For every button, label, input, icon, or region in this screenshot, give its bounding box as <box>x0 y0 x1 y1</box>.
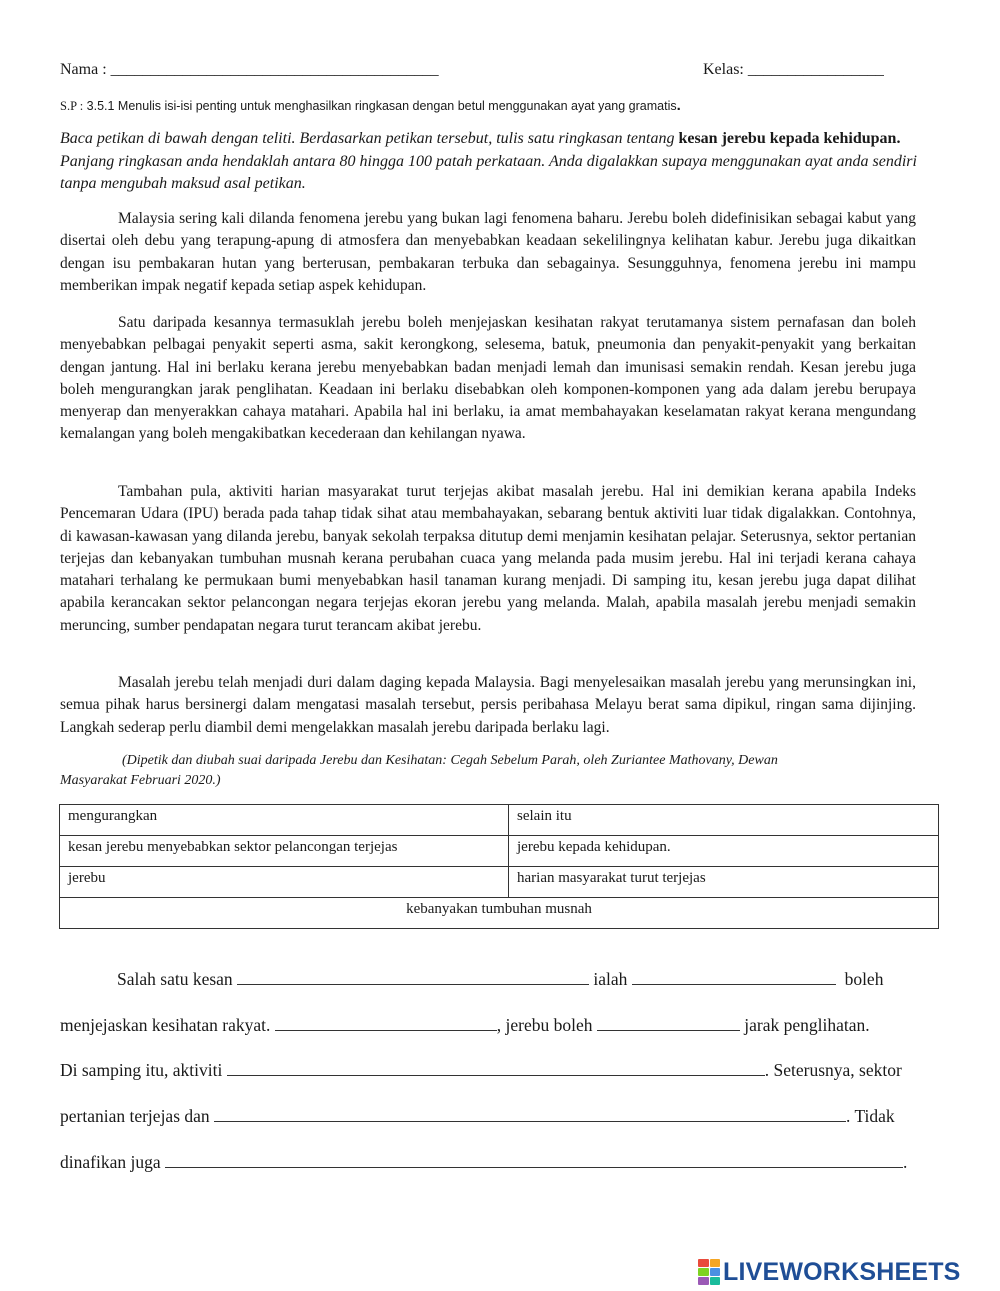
table-row <box>60 898 939 929</box>
summary-text: Di samping itu, aktiviti <box>60 1060 223 1080</box>
source-line-2: Masyarakat Februari 2020.) <box>60 773 221 788</box>
word-option[interactable]: harian masyarakat turut terjejas <box>509 867 939 898</box>
name-label: Nama : <box>60 61 107 78</box>
name-field[interactable]: _________________________________________ <box>110 61 439 78</box>
summary-text: ialah <box>593 969 628 989</box>
instruction-part1: Baca petikan di bawah dengan teliti. Berdasarkan petikan tersebut, tulis satu ringkasan tentang <box>60 130 679 147</box>
summary-line-2 <box>60 1012 870 1037</box>
summary-text: , jerebu boleh <box>496 1015 593 1035</box>
standard-end: . <box>676 97 681 114</box>
summary-text: . Seterusnya, sektor <box>764 1060 902 1080</box>
instruction <box>60 128 940 196</box>
name-row <box>60 59 439 81</box>
summary-text: pertanian terjejas dan <box>60 1106 210 1126</box>
standard-text: 3.5.1 Menulis isi-isi penting untuk menghasilkan ringkasan dengan betul menggunakan ayat yang gramatis <box>86 99 677 113</box>
passage-paragraph-4: Masalah jerebu telah menjadi duri dalam daging kepada Malaysia. Bagi menyelesaikan masalah jerebu yang merunsingkan ini, semua pihak harus bersinergi dalam mengatasi masalah tersebut, persis peribahasa Melayu berat sama dipikul, ringan sama dijinjing. Langkah sederap perlu diambil demi mengelakkan masalah jerebu daripada berlaku lagi. <box>60 674 916 736</box>
source-line-1: (Dipetik dan diubah suai daripada Jerebu dan Kesihatan: Cegah Sebelum Parah, oleh Zuriantee Mathovany, Dewan <box>122 753 778 768</box>
learning-standard <box>60 97 681 114</box>
answer-blank-3[interactable] <box>275 1012 497 1031</box>
class-label: Kelas: <box>703 61 744 78</box>
summary-line-4 <box>60 1103 895 1128</box>
liveworksheets-mark-icon <box>698 1259 720 1285</box>
summary-text: . Tidak <box>846 1106 895 1126</box>
source-citation <box>60 751 940 791</box>
summary-text: Salah satu kesan <box>117 969 233 989</box>
table-row <box>60 805 939 836</box>
instruction-topic: kesan jerebu kepada kehidupan. <box>678 130 901 147</box>
instruction-part2: Panjang ringkasan anda hendaklah antara 80 hingga 100 patah perkataan. Anda digalakkan supaya menggunakan ayat anda sendiri tanpa mengubah maksud asal petikan. <box>60 152 917 192</box>
table-row <box>60 867 939 898</box>
passage-paragraph-1: Malaysia sering kali dilanda fenomena jerebu yang bukan lagi fenomena baharu. Jerebu boleh didefinisikan sebagai kabut yang disertai oleh debu yang terapung-apung di atmosfera dan menyebabkan keadaan sekelilingnya kelihatan kabur. Jerebu juga dikaitkan dengan isu pembakaran hutan yang berterusan, pembakaran terbuka dan sebagainya. Sesungguhnya, fenomena jerebu ini mampu memberikan impak negatif kepada setiap aspek kehidupan. <box>60 210 916 294</box>
word-option[interactable]: jerebu kepada kehidupan. <box>509 836 939 867</box>
passage-paragraph-2: Satu daripada kesannya termasuklah jerebu boleh menjejaskan kesihatan rakyat terutamanya sistem pernafasan dan boleh menyebabkan pelbagai penyakit seperti asma, sakit kerongkong, selesema, batuk, pneumonia dan penyakit-penyakit yang berkaitan dengan jantung. Hal ini berlaku kerana jerebu menyebabkan badan menjadi lemah dan imunisasi semakin rendah. Kesan jerebu juga boleh mengurangkan jarak penglihatan. Keadaan ini berlaku disebabkan oleh komponen-komponen yang ada dalam jerebu berupaya menyerap dan menyerakkan cahaya matahari. Apabila hal ini berlaku, ia amat membahayakan keselamatan rakyat kerana mengundang kemalangan yang boleh mengakibatkan kecederaan dan kehilangan nyawa. <box>60 314 916 443</box>
word-option[interactable]: mengurangkan <box>60 805 509 836</box>
standard-label: S.P : <box>60 99 84 113</box>
summary-line-3 <box>60 1057 902 1082</box>
word-option[interactable]: jerebu <box>60 867 509 898</box>
answer-blank-7[interactable] <box>165 1149 903 1168</box>
summary-text: boleh <box>844 969 884 989</box>
summary-line-5 <box>60 1149 907 1174</box>
answer-blank-2[interactable] <box>632 966 836 985</box>
answer-blank-5[interactable] <box>227 1057 765 1076</box>
liveworksheets-logo <box>698 1258 961 1286</box>
answer-blank-4[interactable] <box>597 1012 740 1031</box>
class-row <box>703 59 884 81</box>
answer-blank-6[interactable] <box>214 1103 846 1122</box>
summary-text: jarak penglihatan. <box>744 1015 870 1035</box>
word-option[interactable]: kesan jerebu menyebabkan sektor pelancongan terjejas <box>60 836 509 867</box>
liveworksheets-wordmark: LIVEWORKSHEETS <box>723 1257 961 1286</box>
table-row <box>60 836 939 867</box>
word-option[interactable]: selain itu <box>509 805 939 836</box>
passage-paragraph-3: Tambahan pula, aktiviti harian masyarakat turut terjejas akibat masalah jerebu. Hal ini demikian kerana apabila Indeks Pencemaran Udara (IPU) berada pada tahap tidak sihat atau membahayakan, sebarang bentuk aktiviti luar tidak digalakkan. Contohnya, di kawasan-kawasan yang dilanda jerebu, banyak sekolah terpaksa ditutup demi menjamin kesihatan pelajar. Seterusnya, sektor pertanian terjejas dan kebanyakan tumbuhan musnah kerana perubahan cuaca yang melanda pada musim jerebu. Hal ini terjadi kerana cahaya matahari terhalang ke permukaan bumi menyebabkan hasil tanaman kurang menjadi. Di samping itu, kesan jerebu juga dapat dilihat apabila kerancakan sektor pelancongan negara terjejas ekoran jerebu yang melanda. Malah, apabila masalah jerebu menjadi semakin meruncing, sumber pendapatan negara turut terancam akibat jerebu. <box>60 483 916 634</box>
summary-text: menjejaskan kesihatan rakyat. <box>60 1015 271 1035</box>
word-bank-table <box>59 804 939 929</box>
summary-line-1 <box>117 966 883 991</box>
answer-blank-1[interactable] <box>237 966 589 985</box>
word-option[interactable]: kebanyakan tumbuhan musnah <box>60 898 939 929</box>
summary-text: . <box>902 1152 908 1172</box>
summary-text: dinafikan juga <box>60 1152 161 1172</box>
class-field[interactable]: _________________ <box>747 61 884 78</box>
